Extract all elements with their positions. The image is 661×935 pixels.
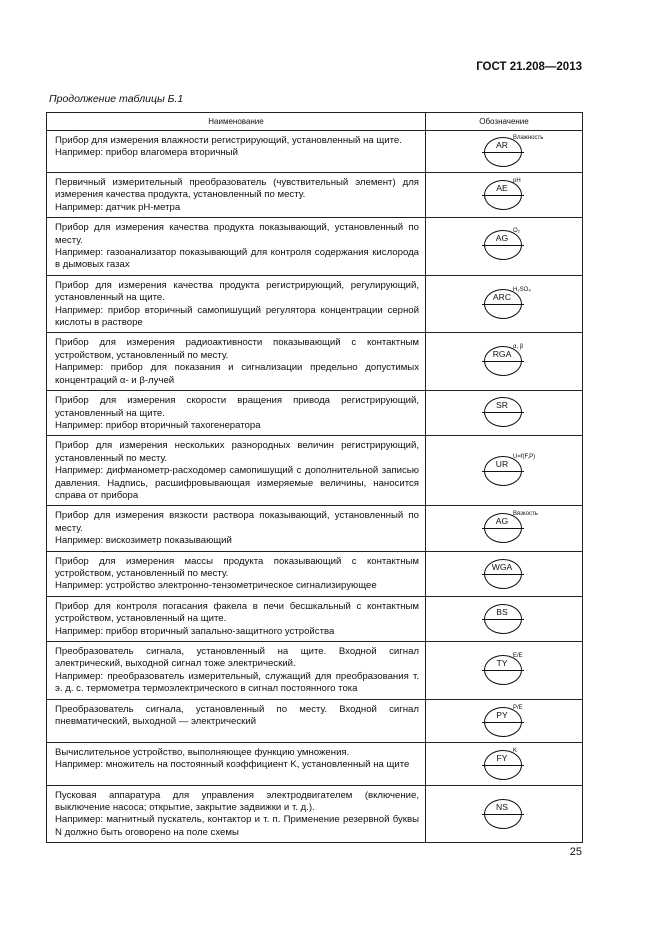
table-row — [47, 173, 583, 218]
row-symbol-cell — [426, 551, 583, 596]
row-description — [47, 742, 426, 785]
instrument-code: TY — [496, 658, 508, 668]
row-description — [47, 785, 426, 843]
row-description — [47, 275, 426, 333]
description-line: Прибор для измерения качества продукта регистрирующий, регулирующий, установленный на щите. — [55, 279, 419, 304]
table-row — [47, 642, 583, 700]
instrument-code: SR — [496, 400, 508, 411]
description-line: Прибор для измерения скорости вращения привода регистрирующий, установленный на щите. — [55, 395, 419, 419]
row-description — [47, 391, 426, 436]
instrument-annotation: Влажность — [513, 135, 544, 141]
table-row — [47, 218, 583, 276]
description-line: Прибор для измерения влажности регистрирующий, установленный на щите. — [55, 135, 402, 146]
instrument-code: AG — [495, 516, 509, 527]
instrument-code: AG — [495, 233, 509, 244]
instrument-code: BS — [496, 606, 508, 617]
instrument-annotation: O₂ — [513, 228, 520, 235]
table-row — [47, 275, 583, 333]
row-description — [47, 436, 426, 506]
row-description — [47, 218, 426, 276]
instrument-code: PY — [496, 709, 508, 720]
description-line: Например: преобразователь измерительный, служащий для преобразования т. э. д. с. термометра термоэлектрического в сигнал постоянного тока — [55, 670, 419, 695]
description-line: Прибор для измерения нескольких разнородных величин регистрирующий, установленный по месту. — [55, 440, 419, 464]
description-line: Пусковая аппаратура для управления электродвигателем (включение, выключение насоса; открытие, закрытие задвижки и т. д.). — [55, 789, 419, 814]
row-symbol-cell — [426, 642, 583, 700]
description-line: Например: прибор вторичный запально-защитного устройства — [55, 625, 335, 637]
table-row — [47, 699, 583, 742]
table-row — [47, 785, 583, 843]
description-line: Например: прибор вторичный тахогенератора — [55, 419, 261, 431]
row-symbol-cell — [426, 506, 583, 551]
table-continuation-caption: Продолжение таблицы Б.1 — [49, 93, 184, 105]
instrument-annotation: α, β — [513, 344, 524, 351]
table-row — [47, 131, 583, 173]
row-description — [47, 551, 426, 596]
page-number: 25 — [569, 846, 582, 858]
instrument-annotation: P/E — [513, 704, 523, 711]
row-symbol-cell — [426, 436, 583, 506]
row-description — [47, 173, 426, 218]
description-line: Прибор для контроля погасания факела в печи бесшкальный с контактным устройством, установленный на щите. — [55, 600, 419, 625]
designation-table — [46, 112, 583, 843]
instrument-code: AR — [496, 140, 508, 150]
row-symbol-cell — [426, 218, 583, 276]
description-line: Например: датчик pH-метра — [55, 201, 181, 213]
column-header-name: Наименование — [47, 113, 426, 131]
table-row — [47, 436, 583, 506]
table-row — [47, 596, 583, 641]
description-line: Например: прибор для показания и сигнализации предельно допустимых концентраций α- и β-лучей — [55, 362, 419, 386]
instrument-annotation: pH — [513, 178, 521, 184]
description-line: Например: вискозиметр показывающий — [55, 535, 232, 547]
row-description — [47, 596, 426, 641]
row-description — [47, 506, 426, 551]
description-line: Прибор для измерения вязкости раствора показывающий, установленный по месту. — [55, 510, 419, 534]
row-symbol-cell — [426, 699, 583, 742]
instrument-code: WGA — [491, 561, 513, 572]
row-description — [47, 699, 426, 742]
row-symbol-cell — [426, 391, 583, 436]
instrument-code: AE — [496, 183, 508, 193]
row-symbol-cell — [426, 275, 583, 333]
instrument-annotation: H₂SO₄ — [513, 286, 531, 293]
table-header-row — [47, 113, 583, 131]
table-row — [47, 551, 583, 596]
description-line: Прибор для измерения качества продукта показывающий, установленный по месту. — [55, 222, 419, 246]
instrument-annotation: E/E — [513, 653, 523, 659]
instrument-code: RGA — [492, 349, 512, 360]
row-description — [47, 642, 426, 700]
description-line: Например: газоанализатор показывающий для контроля содержания кислорода в дымовых газах — [55, 247, 419, 271]
instrument-code: FY — [496, 752, 508, 763]
instrument-code: UR — [495, 459, 509, 470]
table-row — [47, 506, 583, 551]
description-line: Например: магнитный пускатель, контактор и т. п. Применение резервной буквы N должно быть оговорено на поле схемы — [55, 814, 419, 838]
row-symbol-cell — [426, 742, 583, 785]
row-symbol-cell — [426, 333, 583, 391]
description-line: Прибор для измерения радиоактивности показывающий с контактным устройством, установленный по месту. — [55, 337, 419, 361]
table-row — [47, 333, 583, 391]
instrument-annotation: K — [513, 747, 518, 754]
description-line: Например: устройство электронно-тензометрическое сигнализирующее — [55, 580, 377, 592]
description-line: Например: дифманометр-расходомер самопишущий с дополнительной записью давления. Надпись, расшифровывающая измеряемые величины, наносится справа от прибора — [55, 465, 419, 501]
description-line: Вычислительное устройство, выполняющее функцию умножения. — [55, 746, 350, 758]
description-line: Прибор для измерения массы продукта показывающий с контактным устройством, установленный по месту. — [55, 555, 419, 579]
description-line: Например: прибор влагомера вторичный — [55, 147, 238, 159]
description-line: Преобразователь сигнала, установленный по месту. Входной сигнал пневматический, выходной — электрический — [55, 703, 419, 728]
description-line: Первичный измерительный преобразователь (чувствительный элемент) для измерения качества продукта, установленный по месту. — [55, 177, 419, 201]
instrument-code: NS — [496, 801, 508, 812]
row-symbol-cell — [426, 173, 583, 218]
column-header-designation: Обозначение — [426, 113, 583, 131]
standard-number: ГОСТ 21.208—2013 — [476, 61, 582, 73]
instrument-code: ARC — [492, 291, 512, 302]
row-symbol-cell — [426, 596, 583, 641]
row-symbol-cell — [426, 785, 583, 843]
description-line: Преобразователь сигнала, установленный на щите. Входной сигнал электрический, выходной сигнал тоже электрический. — [55, 646, 419, 670]
row-description — [47, 333, 426, 391]
row-symbol-cell — [426, 131, 583, 173]
row-description — [47, 131, 426, 173]
description-line: Например: прибор вторичный самопишущий регулятора концентрации серной кислоты в растворе — [55, 304, 419, 329]
table-row — [47, 742, 583, 785]
description-line: Например: множитель на постоянный коэффициент K, установленный на щите — [55, 759, 410, 771]
instrument-annotation: Вязкость — [513, 511, 538, 518]
instrument-annotation: U=f(F,P) — [513, 454, 536, 461]
table-row — [47, 391, 583, 436]
